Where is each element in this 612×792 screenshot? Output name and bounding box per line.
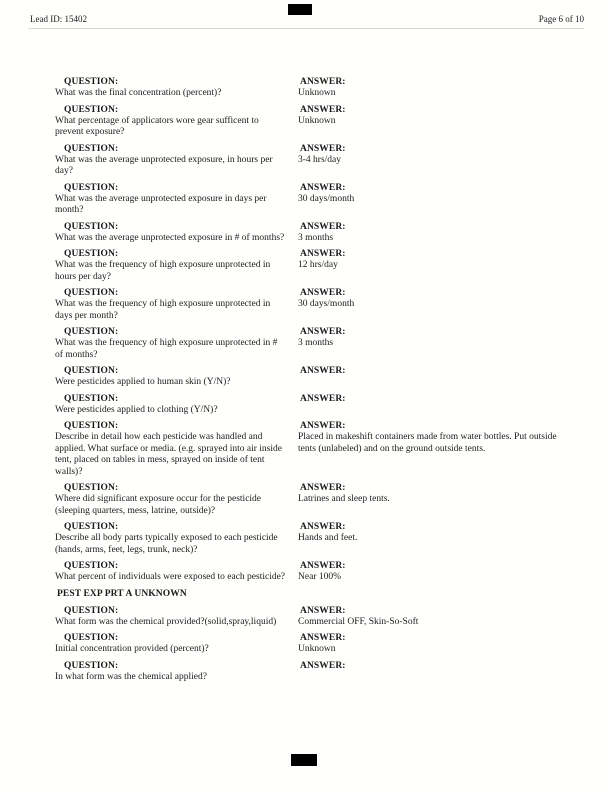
qa-row [55,521,582,556]
answer-label: ANSWER: [300,143,346,154]
question-label: QUESTION: [64,660,119,671]
answer-text: 30 days/month [298,299,355,309]
question-text: What was the frequency of high exposure unprotected in days per month? [55,299,271,321]
question-label: QUESTION: [64,249,119,259]
answer-text: Latrines and sleep tents. [298,494,390,504]
qa-row [55,660,582,684]
qa-row [55,248,582,283]
answer-label: ANSWER: [300,327,346,337]
qa-row [55,143,582,178]
answer-label: ANSWER: [300,393,346,404]
question-label: QUESTION: [64,393,119,404]
question-text: What was the frequency of high exposure unprotected in # of months? [55,338,278,360]
question-cell [55,287,296,322]
answer-label: ANSWER: [300,221,346,232]
question-text: Where did significant exposure occur for the pesticide (sleeping quarters, mess, latrine, outside)? [55,494,262,516]
question-label: QUESTION: [64,104,119,115]
qa-row [55,287,582,322]
answer-text: Placed in makeshift containers made from water bottles. Put outside tents (unlabeled) and on the ground outside tents. [298,432,557,454]
question-label: QUESTION: [64,221,119,232]
answer-cell [296,393,582,405]
answer-cell [296,660,582,672]
answer-text: Commercial OFF, Skin-So-Soft [298,616,419,627]
question-label: QUESTION: [64,421,119,431]
answer-cell [296,632,582,656]
question-label: QUESTION: [64,182,119,193]
answer-cell [296,420,582,455]
answer-label: ANSWER: [300,660,346,671]
answer-cell [296,365,582,377]
question-text: Describe all body parts typically exposed to each pesticide (hands, arms, feet, legs, trunk, neck)? [55,533,278,555]
question-cell [55,560,296,584]
section-header: PEST EXP PRT A UNKNOWN [57,588,187,599]
question-cell [55,632,296,656]
qa-row [55,76,582,100]
question-cell [55,660,296,684]
answer-cell [296,221,582,245]
answer-text: 30 days/month [298,193,355,204]
question-text: What form was the chemical provided?(solid,spray,liquid) [55,616,277,627]
question-label: QUESTION: [64,522,119,532]
question-label: QUESTION: [64,483,119,493]
answer-text: 3 months [298,338,334,348]
question-cell [55,248,296,283]
answer-cell [296,287,582,311]
question-label: QUESTION: [64,77,119,87]
question-cell [55,326,296,361]
question-cell [55,420,296,478]
question-cell [55,365,296,389]
answer-label: ANSWER: [300,249,346,259]
qa-row [55,326,582,361]
answer-cell [296,76,582,100]
answer-text: Unknown [298,88,336,98]
qa-row [55,104,582,139]
qa-row [55,632,582,656]
question-text: Were pesticides applied to clothing (Y/N)? [55,404,218,415]
question-cell [55,76,296,100]
question-label: QUESTION: [64,561,119,571]
question-text: What was the frequency of high exposure unprotected in hours per day? [55,260,271,282]
question-cell [55,482,296,517]
lead-id-label: Lead ID: 15402 [30,14,87,24]
qa-row [55,605,582,629]
question-label: QUESTION: [64,366,119,376]
answer-text: Unknown [298,115,336,126]
question-cell [55,605,296,629]
answer-cell [296,482,582,506]
question-label: QUESTION: [64,633,119,643]
answer-label: ANSWER: [300,366,346,376]
qa-content [55,76,582,687]
question-text: What was the final concentration (percent)? [55,88,222,98]
qa-row [55,365,582,389]
answer-text: 12 hrs/day [298,260,338,270]
registration-mark-bottom [291,754,317,766]
answer-cell [296,104,582,128]
answer-label: ANSWER: [300,182,346,193]
qa-row [55,560,582,584]
question-cell [55,393,296,417]
answer-cell [296,326,582,350]
answer-cell [296,605,582,629]
answer-text: 3 months [298,232,334,243]
qa-row [55,393,582,417]
question-text: What was the average unprotected exposure, in hours per day? [55,154,273,176]
answer-label: ANSWER: [300,633,346,643]
answer-label: ANSWER: [300,421,346,431]
question-text: What was the average unprotected exposure in # of months? [55,232,285,243]
answer-label: ANSWER: [300,288,346,298]
question-cell [55,143,296,178]
answer-label: ANSWER: [300,483,346,493]
answer-cell [296,143,582,167]
question-text: What was the average unprotected exposure in days per month? [55,193,267,215]
answer-cell [296,521,582,545]
question-cell [55,182,296,217]
question-text: Were pesticides applied to human skin (Y/N)? [55,377,231,387]
question-cell [55,104,296,139]
question-label: QUESTION: [64,143,119,154]
question-cell [55,521,296,556]
question-label: QUESTION: [64,288,119,298]
qa-row [55,221,582,245]
answer-label: ANSWER: [300,561,346,571]
question-cell [55,221,296,245]
answer-cell [296,182,582,206]
answer-text: 3-4 hrs/day [298,154,342,165]
answer-label: ANSWER: [300,605,346,616]
answer-text: Near 100% [298,572,341,582]
answer-label: ANSWER: [300,522,346,532]
answer-cell [296,560,582,584]
answer-label: ANSWER: [300,77,346,87]
question-label: QUESTION: [64,327,119,337]
question-text: In what form was the chemical applied? [55,671,207,682]
question-text: What percentage of applicators wore gear sufficent to prevent exposure? [55,115,259,137]
page-header [30,14,584,25]
page-number-label: Page 6 of 10 [538,14,584,24]
question-text: What percent of individuals were exposed to each pesticide? [55,572,286,582]
qa-row [55,420,582,478]
qa-row [55,182,582,217]
answer-text: Unknown [298,644,336,654]
question-text: Initial concentration provided (percent)? [55,644,209,654]
question-text: Describe in detail how each pesticide was handled and applied. What surface or media. (e.g. sprayed into air inside tent, placed on tables in mess, sprayed on inside of tent walls)? [55,432,282,477]
answer-text: Hands and feet. [298,533,358,543]
header-rule [28,28,584,29]
answer-label: ANSWER: [300,104,346,115]
qa-row [55,482,582,517]
answer-cell [296,248,582,272]
question-label: QUESTION: [64,605,119,616]
